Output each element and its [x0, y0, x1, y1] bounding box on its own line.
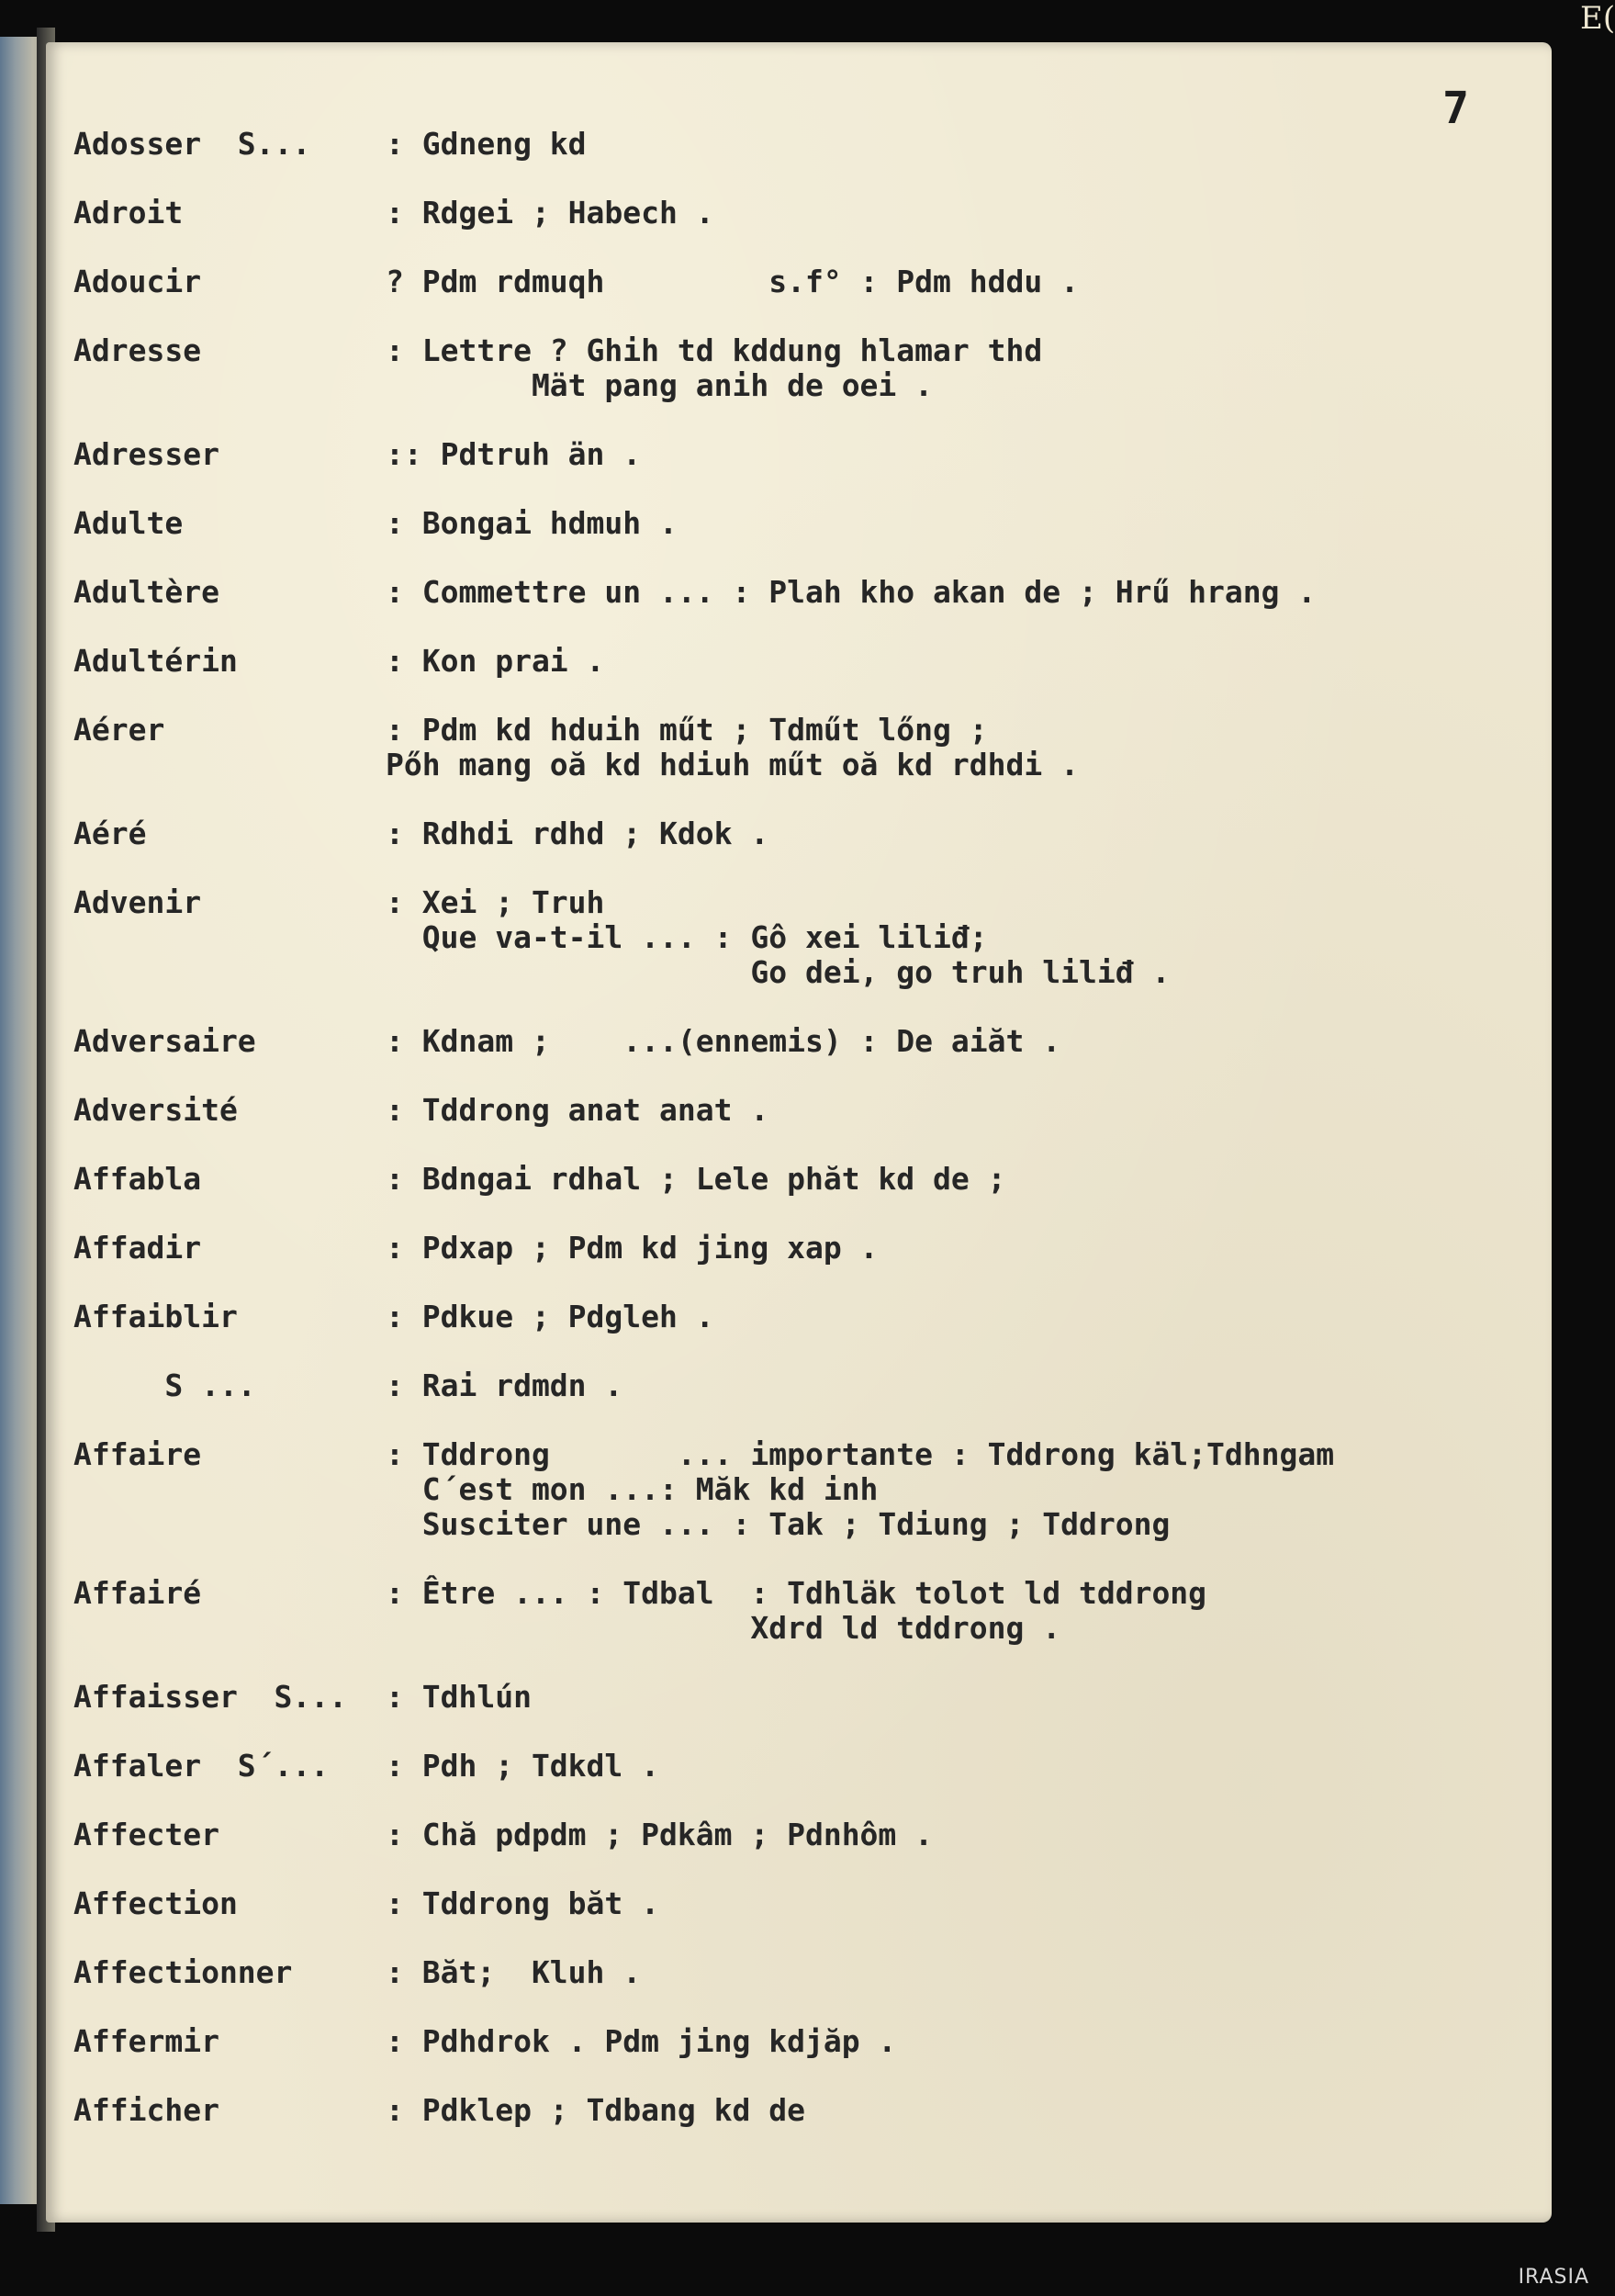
dictionary-entry: [73, 1886, 1542, 1921]
dictionary-entry: [73, 2093, 1542, 2128]
entry-definitions: [386, 1300, 1542, 1334]
definition-line: : Pdh ; Tdkdl .: [386, 1748, 660, 1784]
entry-definitions: [386, 2093, 1542, 2128]
entry-definitions: [386, 1231, 1542, 1266]
dictionary-entry: [73, 1300, 1542, 1334]
dictionary-entry: [73, 506, 1542, 541]
entry-term: Adresse: [73, 332, 202, 368]
definition-line: Go dei, go truh liliđ .: [386, 954, 1171, 990]
entry-term: Aéré: [73, 816, 147, 851]
dictionary-entry: [73, 1576, 1542, 1646]
definition-line: : Pdklep ; Tdbang kd de: [386, 2092, 805, 2128]
dictionary-entry: [73, 127, 1542, 162]
dictionary-entry: [73, 1749, 1542, 1784]
definition-line: : Băt; Kluh .: [386, 1954, 642, 1990]
entry-definitions: [386, 1749, 1542, 1784]
entry-definitions: [386, 437, 1542, 472]
page-number: 7: [1442, 83, 1469, 134]
entry-term: Affabla: [73, 1161, 202, 1197]
dictionary-entry: [73, 1093, 1542, 1128]
dictionary-entry: [73, 885, 1542, 990]
entry-term: Afficher: [73, 2092, 219, 2128]
definition-line: : Bdngai rdhal ; Lele phăt kd de ;: [386, 1161, 1006, 1197]
entry-term: Advenir: [73, 884, 202, 920]
entry-term: Adulte: [73, 505, 184, 541]
entry-term: Affadir: [73, 1230, 202, 1266]
entry-term: Affermir: [73, 2023, 219, 2059]
watermark: IRASIA: [1518, 2266, 1589, 2289]
entry-term: Affectionner: [73, 1954, 293, 1990]
definition-line: : Bongai hdmuh .: [386, 505, 678, 541]
definition-line: : Pdxap ; Pdm kd jing xap .: [386, 1230, 879, 1266]
definition-line: : Rdgei ; Habech .: [386, 195, 714, 231]
dictionary-entry: [73, 196, 1542, 231]
entry-definitions: [386, 333, 1542, 403]
entry-term: Affection: [73, 1885, 238, 1921]
entry-definitions: [386, 1955, 1542, 1990]
entry-term: Adosser S...: [73, 126, 311, 162]
definition-line: Pőh mang oă kd hdiuh műt oă kd rdhdi .: [386, 747, 1079, 782]
entry-term: Adversaire: [73, 1023, 256, 1059]
dictionary-entry: [73, 264, 1542, 299]
entry-definitions: [386, 1368, 1542, 1403]
definition-line: : Pdkue ; Pdgleh .: [386, 1299, 714, 1334]
dictionary-entry: [73, 1368, 1542, 1403]
entry-definitions: [386, 1680, 1542, 1715]
definition-line: : Tdhlún: [386, 1679, 532, 1715]
dictionary-entry: [73, 1955, 1542, 1990]
entry-term: Affairé: [73, 1575, 202, 1611]
definition-line: : Commettre un ... : Plah kho akan de ; Hrű hrang .: [386, 574, 1317, 610]
entry-definitions: [386, 2024, 1542, 2059]
definition-line: : Rai rdmdn .: [386, 1367, 623, 1403]
dictionary-entry: [73, 437, 1542, 472]
definition-line: : Kon prai .: [386, 643, 605, 679]
corner-mark: E(: [1580, 0, 1615, 37]
entry-definitions: [386, 1818, 1542, 1852]
dictionary-entry: [73, 713, 1542, 782]
entry-term: Affecter: [73, 1817, 219, 1852]
entry-term: Adversité: [73, 1092, 238, 1128]
dictionary-entry: [73, 575, 1542, 610]
dictionary-entry: [73, 1437, 1542, 1542]
definition-line: : Rdhdi rdhd ; Kdok .: [386, 816, 769, 851]
definition-line: : Être ... : Tdbal : Tdhläk tolot ld tddrong: [386, 1575, 1207, 1611]
definition-line: :: Pdtruh än .: [386, 436, 642, 472]
entry-term: Aérer: [73, 712, 165, 748]
entry-definitions: [386, 1437, 1542, 1542]
entry-definitions: [386, 1024, 1542, 1059]
entry-definitions: [386, 506, 1542, 541]
entry-term: Affaire: [73, 1436, 202, 1472]
entry-definitions: [386, 1093, 1542, 1128]
entry-term: Adoucir: [73, 264, 202, 299]
entry-term: Affaler S´...: [73, 1748, 330, 1784]
definition-line: ? Pdm rdmuqh s.f° : Pdm hddu .: [386, 264, 1079, 299]
definition-line: C´est mon ...: Măk kd inh: [386, 1471, 879, 1507]
entry-term: Adultère: [73, 574, 219, 610]
dictionary-entry: [73, 333, 1542, 403]
entry-definitions: [386, 816, 1542, 851]
entry-definitions: [386, 1576, 1542, 1646]
entry-definitions: [386, 885, 1542, 990]
definition-line: Mät pang anih de oei .: [386, 367, 934, 403]
definition-line: : Tddrong anat anat .: [386, 1092, 769, 1128]
definition-line: : Tddrong băt .: [386, 1885, 660, 1921]
definition-line: : Lettre ? Ghih td kddung hlamar thd: [386, 332, 1043, 368]
definition-line: : Chă pdpdm ; Pdkâm ; Pdnhôm .: [386, 1817, 934, 1852]
dictionary-entry: [73, 2024, 1542, 2059]
dictionary-entry: [73, 1818, 1542, 1852]
dictionary-entry: [73, 644, 1542, 679]
definition-line: : Xei ; Truh: [386, 884, 605, 920]
definition-line: Que va-t-il ... : Gô xei liliđ;: [386, 919, 988, 955]
dictionary-entry: [73, 1024, 1542, 1059]
dictionary-entry: [73, 816, 1542, 851]
entry-definitions: [386, 644, 1542, 679]
entry-term: S ...: [73, 1367, 256, 1403]
dictionary-entry: [73, 1680, 1542, 1715]
entry-definitions: [386, 264, 1542, 299]
entry-definitions: [386, 1162, 1542, 1197]
entry-term: Adroit: [73, 195, 184, 231]
definition-line: : Gdneng kd: [386, 126, 587, 162]
dictionary-entries: [73, 127, 1542, 2162]
definition-line: Xdrd ld tddrong .: [386, 1610, 1061, 1646]
entry-definitions: [386, 575, 1542, 610]
entry-definitions: [386, 713, 1542, 782]
entry-term: Affaiblir: [73, 1299, 238, 1334]
entry-definitions: [386, 127, 1542, 162]
definition-line: : Pdm kd hduih műt ; Tdműt lőng ;: [386, 712, 988, 748]
entry-term: Adresser: [73, 436, 219, 472]
entry-definitions: [386, 1886, 1542, 1921]
entry-term: Adultérin: [73, 643, 238, 679]
dictionary-entry: [73, 1162, 1542, 1197]
definition-line: : Pdhdrok . Pdm jing kdjăp .: [386, 2023, 897, 2059]
entry-term: Affaisser S...: [73, 1679, 348, 1715]
definition-line: Susciter une ... : Tak ; Tdiung ; Tddrong: [386, 1506, 1171, 1542]
dictionary-entry: [73, 1231, 1542, 1266]
entry-definitions: [386, 196, 1542, 231]
dictionary-page: [46, 42, 1552, 2223]
definition-line: : Kdnam ; ...(ennemis) : De aiăt .: [386, 1023, 1061, 1059]
definition-line: : Tddrong ... importante : Tddrong käl;Tdhngam: [386, 1436, 1335, 1472]
